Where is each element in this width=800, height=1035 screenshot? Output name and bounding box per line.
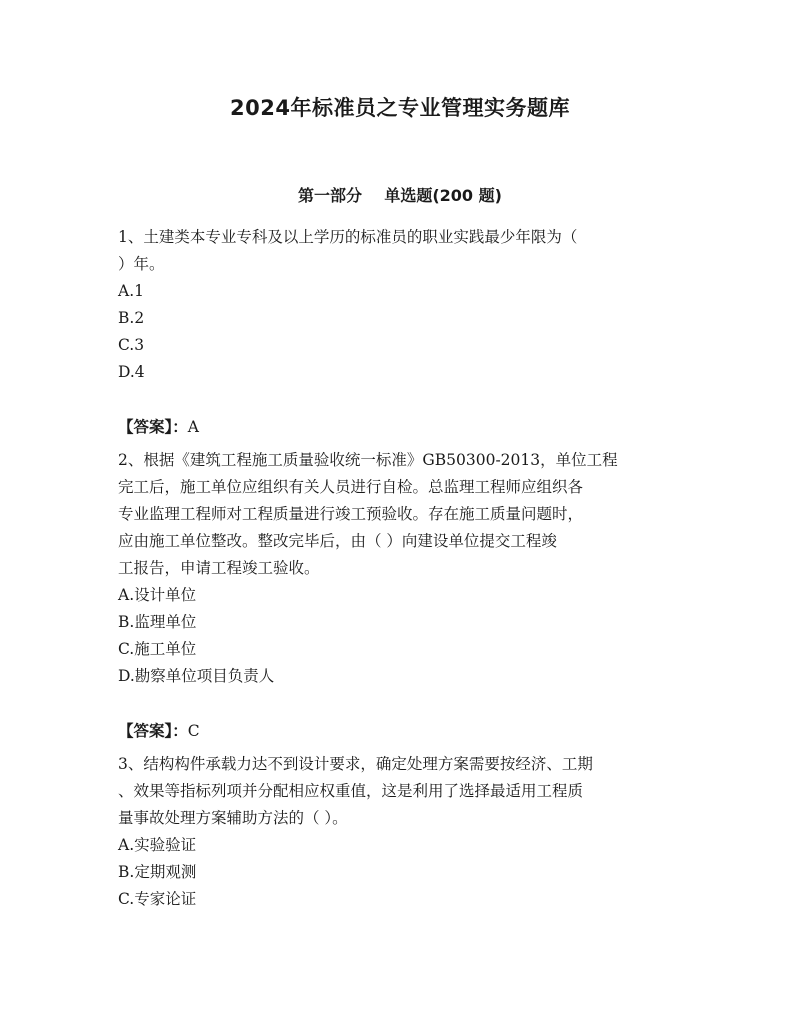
stem-line: 量事故处理方案辅助方法的（ ）。 <box>118 809 348 827</box>
stem-line: 、效果等指标列项并分配相应权重值，这是利用了选择最适用工程质 <box>118 782 584 800</box>
stem-line: 工报告，申请工程竣工验收。 <box>118 559 320 577</box>
question-stem <box>118 224 678 278</box>
question-list <box>118 224 678 913</box>
answer-line <box>118 414 678 441</box>
stem-line: 完工后，施工单位应组织有关人员进行自检。总监理工程师应组织各 <box>118 478 584 496</box>
question-3 <box>118 751 678 913</box>
stem-line: 专业监理工程师对工程质量进行竣工预验收。存在施工质量问题时， <box>118 505 584 523</box>
option-a: A.设计单位 <box>118 586 197 604</box>
option-c: C.施工单位 <box>118 640 197 658</box>
section-title: 第一部分 单选题(200 题) <box>298 186 502 205</box>
option-b: B.监理单位 <box>118 613 197 631</box>
option-b: B.定期观测 <box>118 863 197 881</box>
option-d: D.勘察单位项目负责人 <box>118 667 275 685</box>
option-a: A.1 <box>118 282 144 300</box>
question-1 <box>118 224 678 441</box>
stem-line: 应由施工单位整改。整改完毕后，由（ ）向建设单位提交工程竣 <box>118 532 557 550</box>
stem-line: 1、土建类本专业专科及以上学历的标准员的职业实践最少年限为（ <box>118 228 578 246</box>
stem-line: ）年。 <box>118 255 165 273</box>
answer-label: 【答案】： <box>118 722 188 740</box>
option-b: B.2 <box>118 309 145 327</box>
question-stem <box>118 447 678 582</box>
answer-line <box>118 718 678 745</box>
option-c: C.专家论证 <box>118 890 197 908</box>
stem-line: 2、根据《建筑工程施工质量验收统一标准》GB50300-2013，单位工程 <box>118 451 618 469</box>
answer-value: C <box>187 722 200 740</box>
answer-value: A <box>187 418 199 436</box>
document-title: 2024年标准员之专业管理实务题库 <box>230 96 570 120</box>
answer-label: 【答案】： <box>118 418 188 436</box>
option-d: D.4 <box>118 363 145 381</box>
question-2 <box>118 447 678 745</box>
stem-line: 3、结构构件承载力达不到设计要求，确定处理方案需要按经济、工期 <box>118 755 593 773</box>
question-stem <box>118 751 678 832</box>
option-c: C.3 <box>118 336 145 354</box>
option-a: A.实验验证 <box>118 836 197 854</box>
